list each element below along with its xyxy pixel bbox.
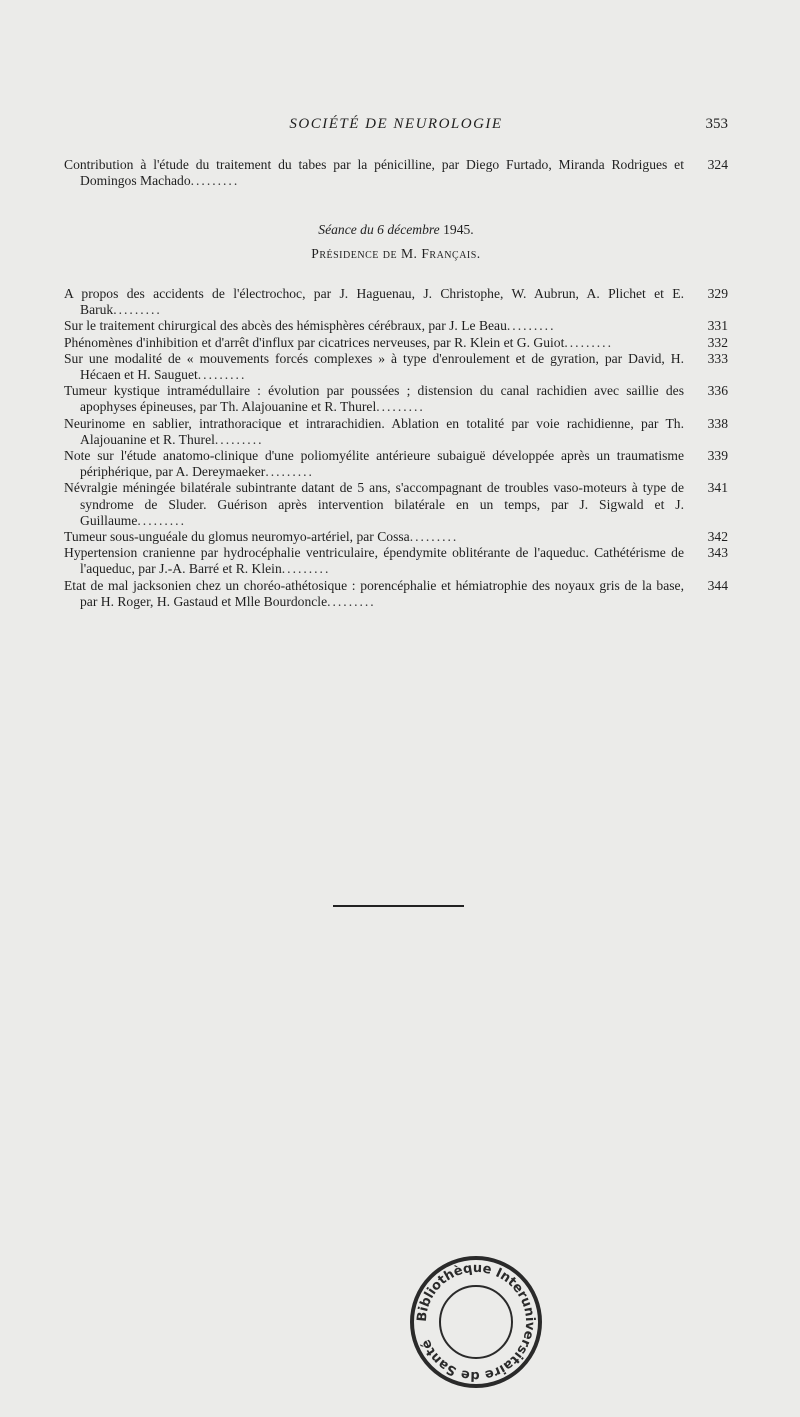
toc-entry-page: 332 (707, 334, 728, 350)
toc-entry-title: Neurinome en sablier, intrathoracique et intrarachidien. Ablation en totalité par voie rachidienne, par Th. Alajouanine et R. Thurel (64, 415, 684, 447)
toc-entry-page: 324 (707, 157, 728, 172)
dot-leader: ......... (281, 561, 331, 577)
toc-entry-page: 329 (707, 286, 728, 301)
table-of-contents (64, 286, 728, 610)
toc-entry-text (64, 157, 684, 189)
toc-entry-title: Note sur l'étude anatomo-clinique d'une poliomyélite antérieure subaiguë développée après un traumatisme périphérique, par A. Dereymaeker (64, 448, 684, 480)
toc-entry-text (64, 318, 684, 334)
toc-entry-text (64, 529, 684, 545)
toc-entry (64, 351, 728, 383)
toc-entry-title: Hypertension cranienne par hydrocéphalie ventriculaire, épendymite oblitérante de l'aqueduc. Cathétérisme de l'aqueduc, par J.-A. Barré et R. Klein (64, 545, 684, 577)
library-stamp (408, 1254, 544, 1390)
toc-entry (64, 529, 728, 545)
page-number: 353 (705, 116, 728, 132)
session-day-month: 6 décembre (377, 222, 440, 237)
toc-entry-text (64, 448, 684, 480)
toc-entry-title: Névralgie méningée bilatérale subintrante datant de 5 ans, s'accompagnant de troubles vaso-moteurs à type de syndrome de Sluder. Guérison après intervention bilatérale en un temps, par J. Sigwald et J. Guillaume (64, 480, 684, 528)
dot-leader: ......... (376, 399, 425, 415)
toc-entry-page: 344 (707, 577, 728, 593)
toc-entry (64, 335, 728, 351)
toc-entry (64, 157, 728, 189)
toc-entry-title: Tumeur sous-unguéale du glomus neuromyo-artériel, par Cossa (64, 529, 410, 545)
toc-entry-text (64, 286, 684, 318)
toc-entry-page: 342 (707, 529, 728, 545)
toc-entry (64, 448, 728, 480)
toc-entry (64, 286, 728, 318)
toc-entry-title: A propos des accidents de l'électrochoc, par J. Haguenau, J. Christophe, W. Aubrun, A. Plichet et E. Baruk (64, 286, 684, 318)
toc-entry-page: 333 (707, 350, 728, 366)
toc-entry-title: Sur le traitement chirurgical des abcès des hémisphères cérébraux, par J. Le Beau (64, 318, 507, 334)
dot-leader: ......... (409, 529, 459, 545)
toc-entry-text (64, 480, 684, 529)
toc-entry-page: 331 (707, 318, 728, 334)
session-date (64, 222, 728, 238)
section-rule (333, 905, 464, 907)
toc-entry-text (64, 578, 684, 610)
toc-entry-text (64, 351, 684, 383)
stamp-text: Bibliothèque Interuniversitaire de Santé (414, 1260, 538, 1384)
dot-leader: ......... (214, 431, 264, 447)
toc-entry (64, 383, 728, 415)
toc-entry-page: 341 (707, 480, 728, 496)
toc-entry-text (64, 416, 684, 448)
toc-entry (64, 578, 728, 610)
dot-leader: ......... (327, 593, 376, 609)
toc-entry-title: Contribution à l'étude du traitement du tabes par la pénicilline, par Diego Furtado, Miranda Rodrigues et Domingos Machado (64, 157, 684, 189)
toc-entry-page: 336 (707, 383, 728, 399)
toc-entry-text (64, 335, 684, 351)
session-label: Séance du (318, 222, 374, 237)
toc-entry (64, 416, 728, 448)
toc-entry (64, 318, 728, 334)
dot-leader: ......... (113, 302, 162, 318)
svg-text:Bibliothèque Interuniversitair (415, 1261, 537, 1383)
dot-leader: ......... (137, 512, 186, 528)
presidence-line: Présidence de M. Français. (311, 246, 481, 261)
toc-entry-title: Etat de mal jacksonien chez un choréo-athétosique : porencéphalie et hémiatrophie des noyaux gris de la base, par H. Roger, H. Gastaud et Mlle Bourdoncle (64, 577, 684, 609)
toc-entry (64, 545, 728, 577)
previous-session-entries (64, 157, 728, 189)
toc-entry-title: Tumeur kystique intramédullaire : évolution par poussées ; distension du canal rachidien avec saillie des apophyses épineuses, par Th. Alajouanine et R. Thurel (64, 383, 684, 415)
toc-entry (64, 480, 728, 529)
toc-entry-text (64, 383, 684, 415)
dot-leader: ......... (265, 464, 314, 480)
toc-entry-text (64, 545, 684, 577)
toc-entry-title: Sur une modalité de « mouvements forcés complexes » à type d'enroulement et de gyration, par David, H. Hécaen et H. Sauguet (64, 350, 684, 383)
toc-entry-page: 338 (707, 415, 728, 431)
toc-entry-title: Phénomènes d'inhibition et d'arrêt d'influx par cicatrices nerveuses, par R. Klein et G. Guiot (64, 334, 565, 350)
dot-leader: ......... (197, 367, 247, 383)
session-year: 1945. (443, 222, 474, 237)
dot-leader: ......... (190, 173, 240, 189)
toc-entry-page: 343 (707, 545, 728, 561)
running-head (64, 116, 728, 136)
dot-leader: ......... (564, 334, 613, 350)
dot-leader: ......... (506, 318, 556, 334)
running-title: SOCIÉTÉ DE NEUROLOGIE (289, 116, 503, 132)
toc-entry-page: 339 (707, 448, 728, 464)
